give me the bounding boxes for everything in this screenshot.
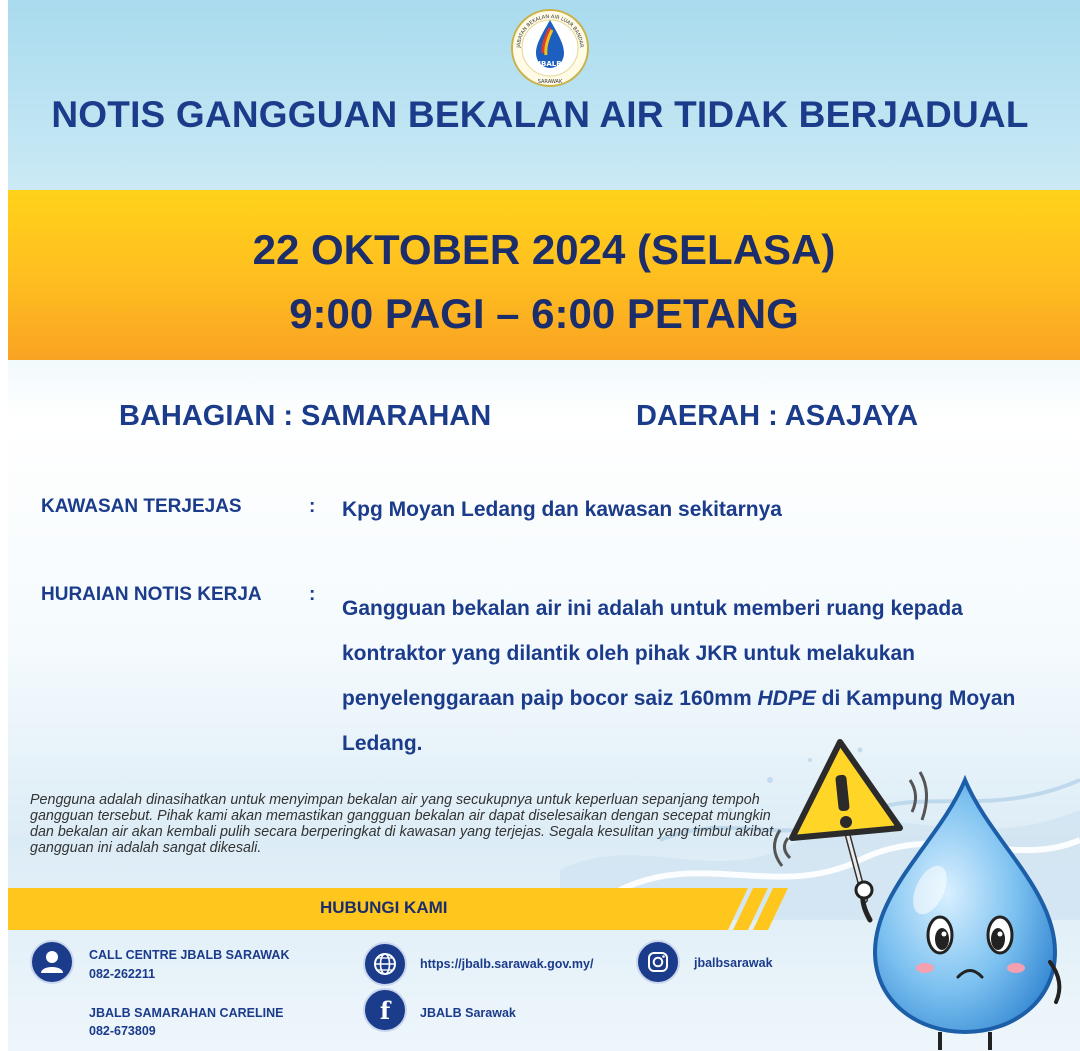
schedule-time: 9:00 PAGI – 6:00 PETANG bbox=[289, 290, 799, 337]
schedule-date: 22 OKTOBER 2024 (SELASA) bbox=[252, 226, 836, 273]
huraian-italic: HDPE bbox=[757, 687, 816, 710]
kawasan-colon: : bbox=[309, 496, 316, 517]
instagram-link[interactable]: jbalbsarawak bbox=[694, 956, 773, 970]
person-icon bbox=[32, 942, 72, 982]
call-centre-phone[interactable]: 082-262211 bbox=[89, 967, 156, 981]
schedule-band bbox=[8, 190, 1080, 360]
facebook-icon bbox=[365, 990, 405, 1030]
left-margin bbox=[0, 0, 8, 1051]
logo-center-text: JBALB bbox=[538, 60, 562, 68]
website-link[interactable]: https://jbalb.sarawak.gov.my/ bbox=[420, 957, 594, 971]
instagram-icon-wrap bbox=[636, 940, 680, 984]
globe-icon-wrap bbox=[363, 942, 407, 986]
huraian-part2: di Kampung Moyan Ledang. bbox=[342, 687, 1016, 755]
person-icon-wrap bbox=[30, 940, 74, 984]
kawasan-label: KAWASAN TERJEJAS bbox=[41, 496, 242, 517]
kawasan-value: Kpg Moyan Ledang dan kawasan sekitarnya bbox=[342, 498, 782, 521]
svg-text:f: f bbox=[379, 996, 391, 1025]
bahagian-text: BAHAGIAN : SAMARAHAN bbox=[119, 400, 492, 432]
huraian-label: HURAIAN NOTIS KERJA bbox=[41, 584, 262, 605]
instagram-icon bbox=[638, 942, 678, 982]
globe-icon bbox=[365, 944, 405, 984]
jbalb-logo bbox=[510, 8, 590, 88]
notice-title: NOTIS GANGGUAN BEKALAN AIR TIDAK BERJADUAL bbox=[51, 94, 1029, 135]
facebook-link[interactable]: JBALB Sarawak bbox=[420, 1006, 516, 1020]
call-centre-name: CALL CENTRE JBALB SARAWAK bbox=[89, 948, 290, 962]
daerah-text: DAERAH : ASAJAYA bbox=[636, 400, 919, 432]
huraian-part1: Gangguan bekalan air ini adalah untuk memberi ruang kepada kontraktor yang dilantik oleh pihak JKR untuk melakukan penyelenggaraan paip bocor saiz 160mm bbox=[342, 597, 963, 710]
contact-heading: HUBUNGI KAMI bbox=[320, 898, 448, 917]
logo-bottom-text: SARAWAK bbox=[537, 79, 563, 85]
logo-ring-text: JABATAN BEKALAN AIR LUAR BANDAR bbox=[515, 13, 585, 48]
facebook-icon-wrap bbox=[363, 988, 407, 1032]
huraian-colon: : bbox=[309, 584, 316, 605]
careline-phone[interactable]: 082-673809 bbox=[89, 1024, 156, 1038]
disclaimer-text: Pengguna adalah dinasihatkan untuk menyimpan bekalan air yang secukupnya untuk keperluan sepanjang tempoh gangguan tersebut. Pihak kami akan memastikan gangguan bekalan air dapat diselesaikan dengan secepat mungkin dan bekalan air akan kembali pulih secara berperingkat di kawasan yang terjejas. Segala kesulitan yang timbul akibat gangguan ini adalah sangat dikesali. bbox=[30, 792, 774, 856]
water-drop-mascot-illustration bbox=[760, 720, 1080, 1051]
careline-name: JBALB SAMARAHAN CARELINE bbox=[89, 1006, 284, 1020]
